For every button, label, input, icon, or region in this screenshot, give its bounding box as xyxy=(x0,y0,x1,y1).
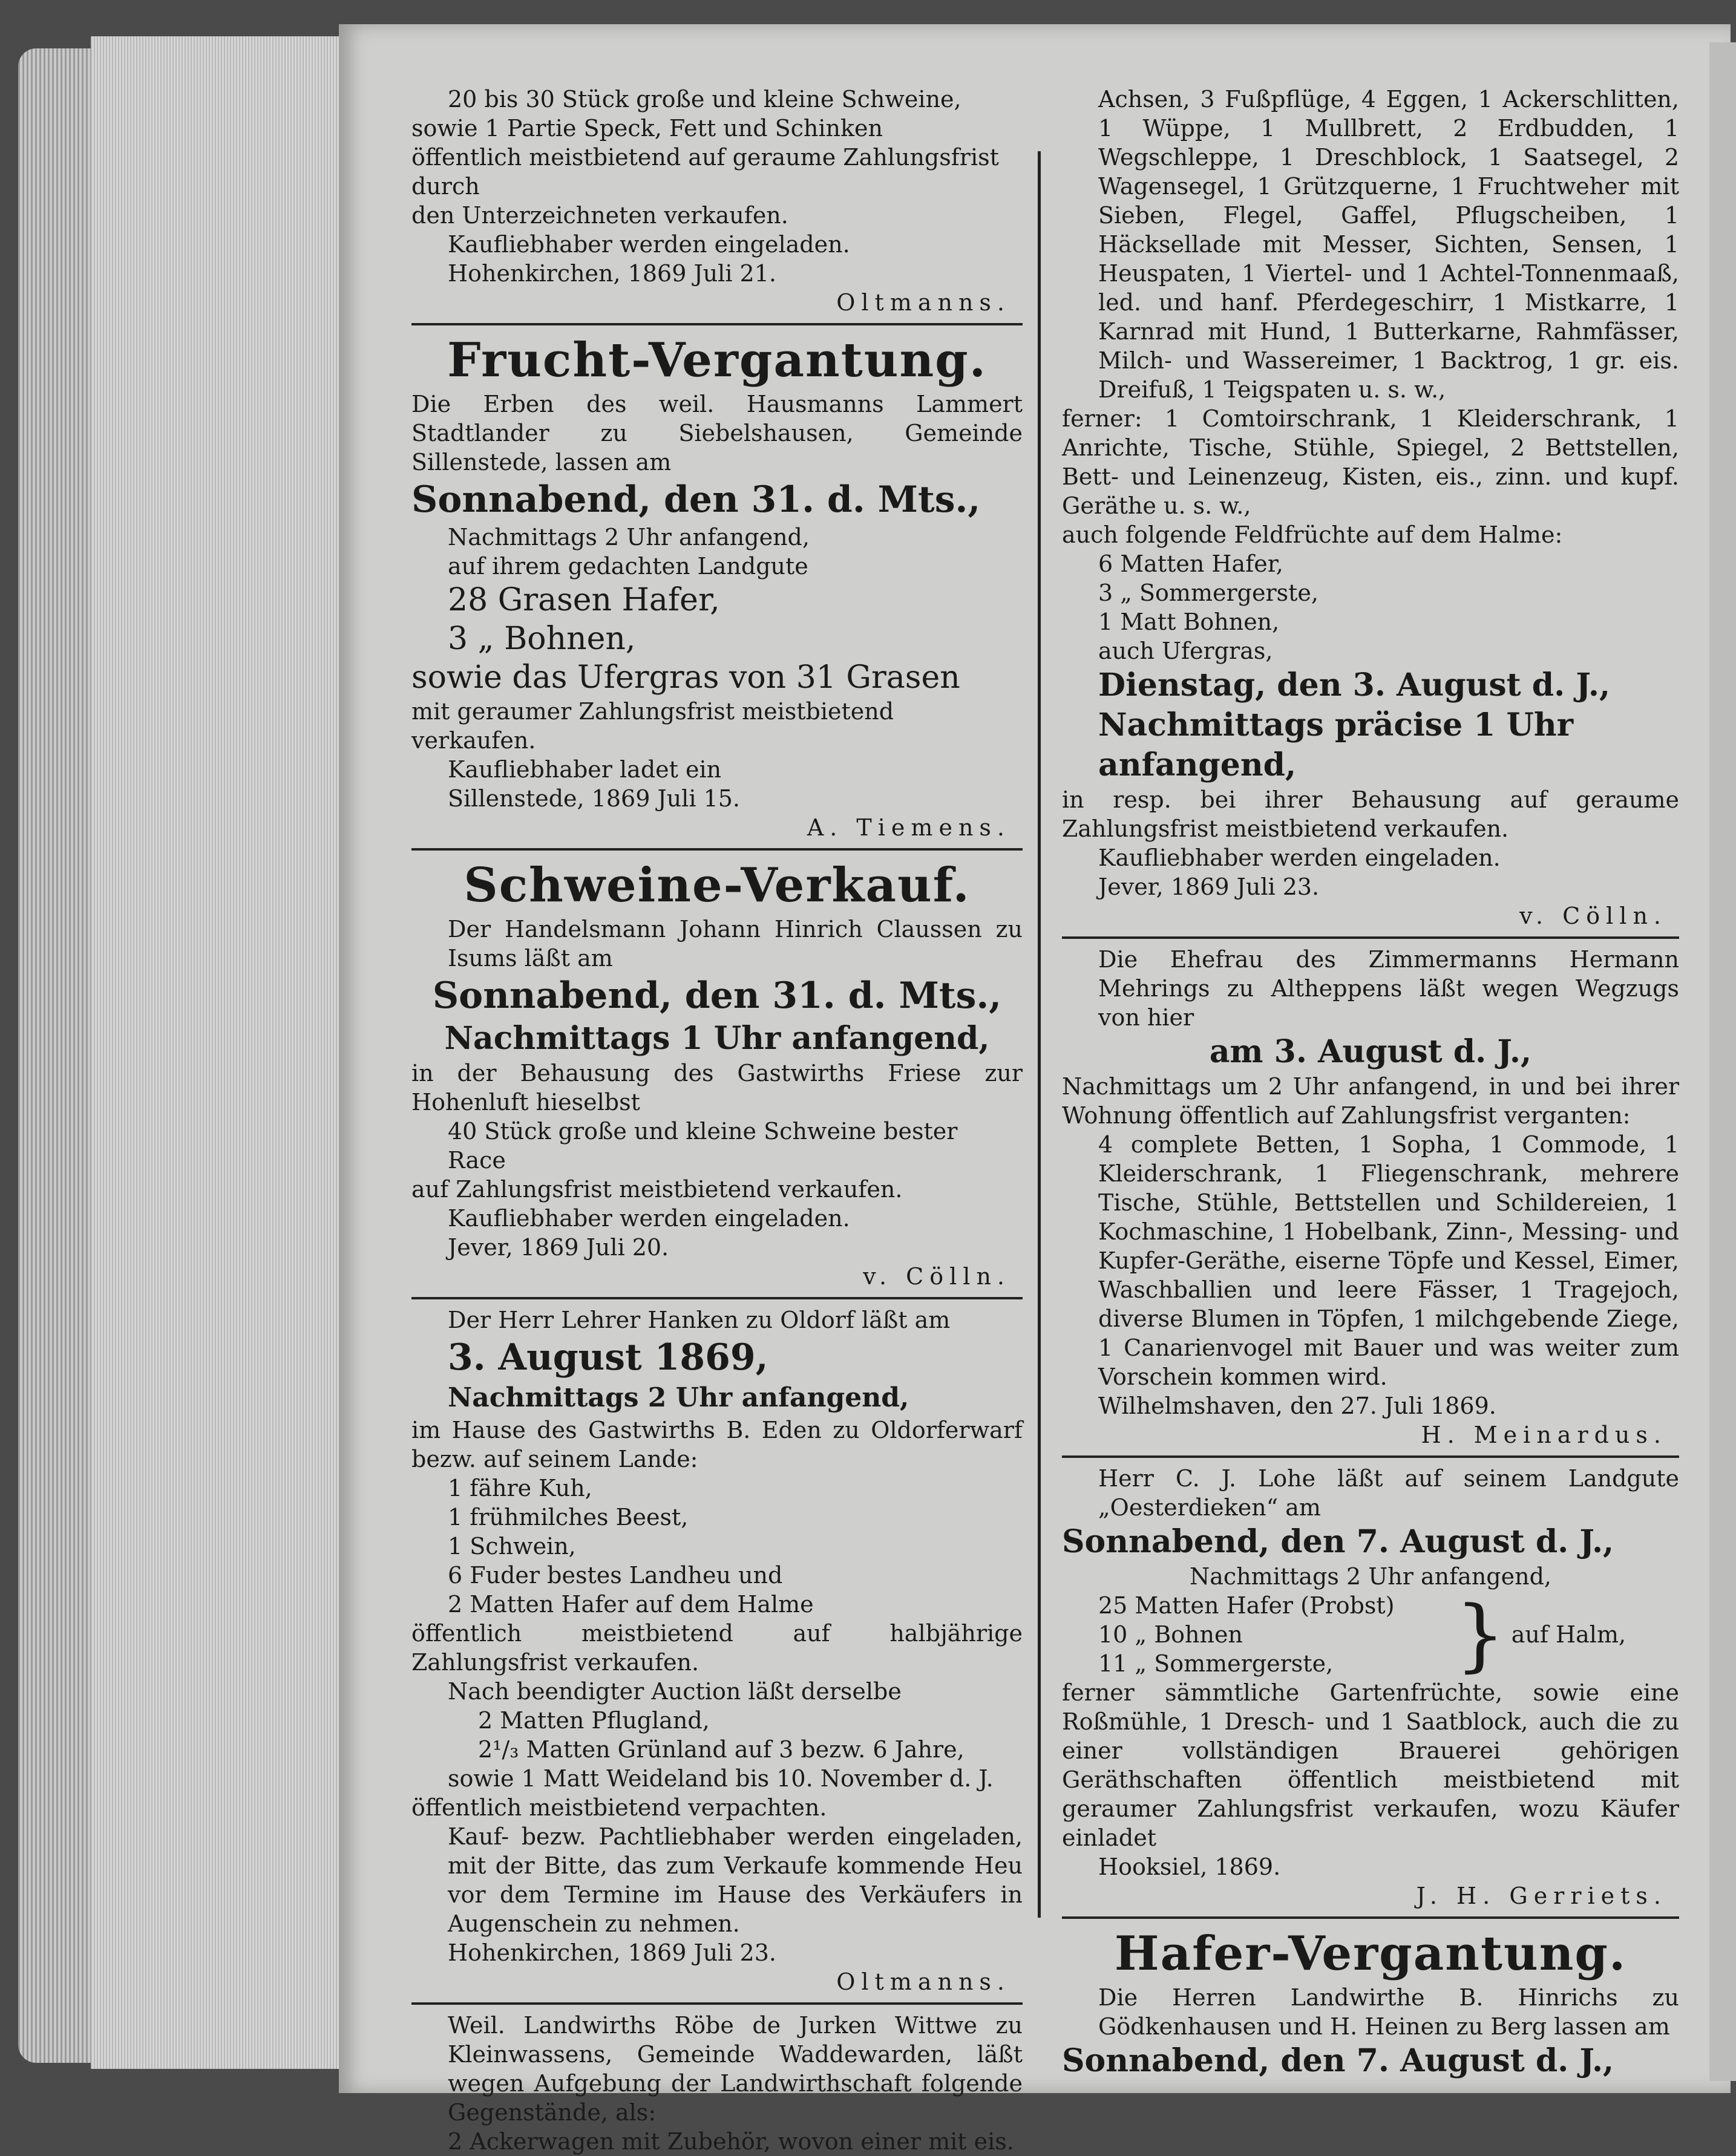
ad-after: Nach beendigter Auction läßt derselbe xyxy=(448,1678,902,1705)
ad-mehrings-altheppens xyxy=(1062,945,1679,1449)
divider xyxy=(1062,936,1679,939)
ad-crop: 11 „ Sommergerste, xyxy=(1098,1650,1334,1677)
ad-crop: 6 Matten Hafer, xyxy=(1098,550,1283,577)
ad-time: Nachmittags präcise 1 Uhr anfangend, xyxy=(1098,707,1574,783)
ad-brace-label: auf Halm, xyxy=(1511,1621,1626,1648)
ad-lease: sowie 1 Matt Weideland bis 10. November d. J. xyxy=(448,1765,994,1792)
ad-item: 2 Ackerwagen mit Zubehör, wovon einer mit eis. xyxy=(448,2128,1014,2155)
ad-wittwe-kleinwassens-continued xyxy=(1062,85,1679,930)
ad-time: Nachmittags 2 Uhr anfangend, xyxy=(448,1382,909,1413)
ad-item: 3 „ Bohnen, xyxy=(448,621,636,657)
ad-date: Sonnabend, den 31. d. Mts., xyxy=(432,975,1002,1017)
ad-item: 28 Grasen Hafer, xyxy=(448,582,720,618)
curly-brace: } xyxy=(1455,1589,1505,1681)
ad-signature: v. Cölln. xyxy=(1519,903,1667,929)
ad-item: 6 Fuder bestes Landheu und xyxy=(448,1562,783,1589)
ad-date: Sonnabend, den 7. August d. J., xyxy=(1062,1523,1614,1560)
ad-invite: Kauf- bezw. Pachtliebhaber werden eingeladen, mit der Bitte, das zum Verkaufe kommende Heu vor dem Termine im Hause des Verkäufers in Augenschein zu nehmen. xyxy=(448,1823,1023,1937)
ad-line: Kaufliebhaber werden eingeladen. xyxy=(448,231,850,258)
ad-line: sowie 1 Partie Speck, Fett und Schinken xyxy=(411,115,883,142)
ad-invite: Kaufliebhaber ladet ein xyxy=(448,756,722,783)
ad-lease: 2¹/₃ Matten Grünland auf 3 bezw. 6 Jahre, xyxy=(478,1736,965,1763)
ad-dateline: Wilhelmshaven, den 27. Juli 1869. xyxy=(1098,1393,1496,1419)
ad-wittwe-kleinwassens xyxy=(411,2011,1023,2156)
ad-signature: v. Cölln. xyxy=(863,1263,1010,1290)
ad-terms: öffentlich meistbietend auf halbjährige Zahlungsfrist verkaufen. xyxy=(411,1620,1023,1676)
ad-lease-terms: öffentlich meistbietend verpachten. xyxy=(411,1794,827,1821)
ad-item: 1 frühmilches Beest, xyxy=(448,1504,689,1530)
ad-place: in der Behausung des Gastwirths Friese zur Hohenluft hieselbst xyxy=(411,1060,1023,1116)
ad-items: 4 complete Betten, 1 Sopha, 1 Commode, 1 Kleiderschrank, 1 Fliegenschrank, mehrere Tische, Stühle, Bettstellen und Schildereien, 1 Kochmaschine, 1 Hobelbank, Zinn-, Messing- und Kupfer-Geräthe, eiserne Töpfe und Kessel, Eimer, Waschballien und leere Fässer, 1 Tragejoch, diverse Blumen in Töpfen, 1 milchgebende Ziege, 1 Canarienvogel mit Bauer und was weiter zum Vorschein kommen wird. xyxy=(1098,1131,1679,1390)
ad-line: öffentlich meistbietend auf geraume Zahlungsfrist durch xyxy=(411,144,999,200)
left-column xyxy=(411,85,1023,2156)
ad-dateline: Jever, 1869 Juli 20. xyxy=(448,1234,669,1261)
ad-crop: auch Ufergras, xyxy=(1098,638,1273,664)
ad-more: ferner sämmtliche Gartenfrüchte, sowie eine Roßmühle, 1 Dresch- und 1 Saatblock, auch die zu einer vollständigen Brauerei gehörigen Geräthschaften öffentlich meistbietend mit geraumer Zahlungsfrist verkaufen, wozu Käufer einladet xyxy=(1062,1679,1679,1851)
crop-list xyxy=(1062,1591,1449,1678)
ad-intro: Der Herr Lehrer Hanken zu Oldorf läßt am xyxy=(448,1307,951,1333)
ad-place: auf ihrem gedachten Landgute xyxy=(448,553,808,580)
ad-items: Achsen, 3 Fußpflüge, 4 Eggen, 1 Ackerschlitten, 1 Wüppe, 1 Mullbrett, 2 Erdbudden, 1 Wegschleppe, 1 Dreschblock, 1 Saatsegel, 2 Wagensegel, 1 Grützquerne, 1 Fruchtweher mit Sieben, Flegel, Gaffel, Pflugscheiben, 1 Häcksellade mit Messer, Sichten, Sensen, 1 Heuspaten, 1 Viertel- und 1 Achtel-Tonnenmaaß, led. und hanf. Pferdegeschirr, 1 Mistkarre, 1 Karnrad mit Hund, 1 Butterkarne, Rahmfässer, Milch- und Wassereimer, 1 Backtrog, 1 gr. eis. Dreifuß, 1 Teigspaten u. s. w., xyxy=(1098,86,1679,403)
ad-date: Sonnabend, den 7. August d. J., xyxy=(1062,2042,1614,2079)
ad-signature: Oltmanns. xyxy=(836,289,1010,316)
ad-date: Sonnabend, den 31. d. Mts., xyxy=(411,479,981,521)
ad-line: den Unterzeichneten verkaufen. xyxy=(411,202,788,229)
ad-dateline: Jever, 1869 Juli 23. xyxy=(1098,874,1320,900)
ad-dateline: Sillenstede, 1869 Juli 15. xyxy=(448,785,740,812)
divider xyxy=(411,1297,1023,1299)
ad-item: sowie das Ufergras von 31 Grasen xyxy=(411,659,960,696)
ad-signature: Oltmanns. xyxy=(836,1968,1010,1995)
ad-place: im Hause des Gastwirths B. Eden zu Oldorferwarf bezw. auf seinem Lande: xyxy=(411,1417,1023,1472)
ad-crop: 25 Matten Hafer (Probst) xyxy=(1098,1592,1395,1619)
ad-invite: Kaufliebhaber werden eingeladen. xyxy=(448,1205,850,1232)
ad-intro: Die Ehefrau des Zimmermanns Hermann Mehrings zu Altheppens läßt wegen Wegzugs von hier xyxy=(1098,946,1679,1031)
ad-title: Frucht-Vergantung. xyxy=(447,333,987,388)
divider xyxy=(411,2002,1023,2005)
ad-ferner: ferner: 1 Comtoirschrank, 1 Kleiderschrank, 1 Anrichte, Tische, Stühle, Spiegel, 2 Bettstellen, Bett- und Leinenzeug, Kisten, eis., zinn. und kupf. Geräthe u. s. w., xyxy=(1062,405,1679,519)
divider xyxy=(1062,1455,1679,1458)
ad-invite: Kaufliebhaber werden eingeladen. xyxy=(1098,844,1501,871)
ad-hanken-oldorf xyxy=(411,1305,1023,1996)
ad-terms: auf Zahlungsfrist meistbietend verkaufen. xyxy=(411,1176,903,1203)
ad-line: 20 bis 30 Stück große und kleine Schweine, xyxy=(448,86,961,113)
ad-time: Nachmittags um 2 Uhr anfangend, in und bei ihrer Wohnung öffentlich auf Zahlungsfrist verganten: xyxy=(1062,1073,1679,1129)
ad-intro: Die Erben des weil. Hausmanns Lammert Stadtlander zu Siebelshausen, Gemeinde Sillenstede, lassen am xyxy=(411,391,1023,475)
ad-intro: Der Handelsmann Johann Hinrich Claussen zu Isums läßt am xyxy=(448,916,1023,972)
ad-auch: auch folgende Feldfrüchte auf dem Halme: xyxy=(1062,521,1563,548)
ad-title: Hafer-Vergantung. xyxy=(1114,1926,1627,1981)
ad-lease: 2 Matten Pflugland, xyxy=(478,1707,710,1734)
ad-signature: J. H. Gerriets. xyxy=(1416,1883,1667,1909)
column-divider xyxy=(1038,151,1041,1918)
ad-terms: in resp. bei ihrer Behausung auf geraume Zahlungsfrist meistbietend verkaufen. xyxy=(1062,786,1679,842)
next-page-edge xyxy=(1709,42,1736,2081)
ad-dateline: Hohenkirchen, 1869 Juli 23. xyxy=(448,1939,776,1966)
ad-item: 1 Schwein, xyxy=(448,1533,576,1560)
ad-item: 40 Stück große und kleine Schweine bester Race xyxy=(448,1118,958,1174)
ad-time: Nachmittags 2 Uhr anfangend, xyxy=(448,524,810,550)
ad-date: 3. August 1869, xyxy=(448,1336,768,1379)
ad-frucht-vergantung xyxy=(411,332,1023,842)
divider xyxy=(411,323,1023,325)
ad-dateline: Hohenkirchen, 1869 Juli 21. xyxy=(448,260,776,287)
divider xyxy=(411,848,1023,851)
ad-intro: Herr C. J. Lohe läßt auf seinem Landgute „Oesterdieken“ am xyxy=(1098,1465,1679,1521)
ad-item: 2 Matten Hafer auf dem Halme xyxy=(448,1591,814,1618)
ad-intro: Die Herren Landwirthe B. Hinrichs zu Gödkenhausen und H. Heinen zu Berg lassen am xyxy=(1098,1984,1679,2040)
ad-date: am 3. August d. J., xyxy=(1209,1033,1532,1070)
ad-intro: Weil. Landwirths Röbe de Jurken Wittwe zu Kleinwassens, Gemeinde Waddewarden, läßt wegen Aufgebung der Landwirthschaft folgende Gegenstände, als: xyxy=(448,2012,1023,2126)
crop-brace-group xyxy=(1062,1589,1679,1681)
ad-hafer-vergantung xyxy=(1062,1925,1679,2081)
page-stack xyxy=(91,36,351,2069)
ad-item: 1 fähre Kuh, xyxy=(448,1475,592,1501)
ad-dateline: Hooksiel, 1869. xyxy=(1098,1854,1281,1880)
ad-time: Nachmittags 1 Uhr anfangend, xyxy=(444,1020,990,1057)
ad-title: Schweine-Verkauf. xyxy=(463,858,971,913)
ad-crop: 10 „ Bohnen xyxy=(1098,1621,1243,1648)
ad-crop: 3 „ Sommergerste, xyxy=(1098,580,1318,606)
ad-crop: 1 Matt Bohnen, xyxy=(1098,609,1280,635)
ad-signature: A. Tiemens. xyxy=(807,814,1010,841)
ad-schweine-verkauf xyxy=(411,857,1023,1291)
ad-signature: H. Meinardus. xyxy=(1421,1422,1667,1448)
ad-pig-sale-hohenkirchen xyxy=(411,85,1023,317)
ad-lohe-oesterdieken xyxy=(1062,1464,1679,1910)
divider xyxy=(1062,1916,1679,1919)
ad-date: Dienstag, den 3. August d. J., xyxy=(1098,667,1611,704)
right-column xyxy=(1062,85,1679,2081)
ad-terms: mit geraumer Zahlungsfrist meistbietend verkaufen. xyxy=(411,698,894,754)
ad-time: Nachmittags 2 Uhr anfangend, xyxy=(1190,1563,1551,1590)
